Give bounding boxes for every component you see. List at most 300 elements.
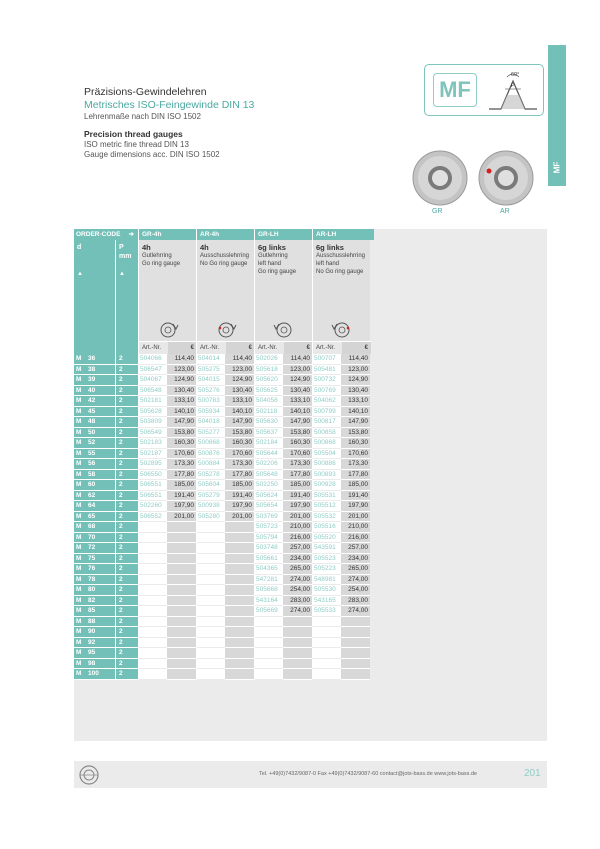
cell-m: M — [76, 397, 82, 404]
cell-art-nr — [196, 543, 225, 554]
cell-price: 257,00 — [341, 543, 370, 554]
table-row — [74, 491, 374, 502]
cell-art-nr: 502895 — [138, 459, 167, 470]
cell-d — [74, 365, 116, 376]
cell-price: 274,00 — [341, 575, 370, 586]
cell-price: 130,40 — [167, 386, 196, 397]
cell-d-value: 70 — [88, 533, 96, 541]
cell-d — [74, 543, 116, 554]
cell-d — [74, 396, 116, 407]
cell-d — [74, 449, 116, 460]
cell-art-nr: 500769 — [312, 386, 341, 397]
cell-price: 216,00 — [341, 533, 370, 544]
cell-p: 2 — [116, 585, 138, 596]
cell-art-nr: 543165 — [312, 596, 341, 607]
cell-price: 170,60 — [283, 449, 312, 460]
col-d-label: d — [77, 244, 82, 251]
group-code-ar-4h: AR-4h — [196, 229, 254, 240]
cell-d-value: 95 — [88, 649, 96, 656]
cell-price: 140,10 — [167, 407, 196, 418]
cell-art-nr — [312, 627, 341, 638]
cell-price: 147,90 — [341, 417, 370, 428]
cell-price — [167, 648, 196, 659]
cell-price: 177,80 — [283, 470, 312, 481]
cell-price: 130,40 — [283, 386, 312, 397]
cell-art-nr — [196, 596, 225, 607]
cell-d — [74, 459, 116, 470]
cell-d-value: 90 — [88, 628, 96, 635]
cell-p: 2 — [116, 407, 138, 418]
cell-price: 140,10 — [341, 407, 370, 418]
cell-price — [225, 606, 254, 617]
group-desc-ar-lh — [312, 240, 370, 354]
group-desc-ar-4h — [196, 240, 254, 354]
cell-art-nr: 502206 — [254, 459, 283, 470]
cell-art-nr: 506552 — [138, 512, 167, 523]
cell-art-nr: 505723 — [254, 522, 283, 533]
cell-price: 133,10 — [225, 396, 254, 407]
cell-m: M — [76, 439, 82, 446]
cell-art-nr — [254, 638, 283, 649]
cell-art-nr: 500884 — [196, 459, 225, 470]
cell-art-nr: 504015 — [196, 375, 225, 386]
cell-art-nr — [138, 564, 167, 575]
cell-m: M — [76, 512, 82, 520]
cell-price: 201,00 — [341, 512, 370, 523]
cell-art-nr — [196, 606, 225, 617]
cell-price — [225, 564, 254, 575]
desc-line: Go ring gauge — [258, 269, 297, 275]
cell-price — [225, 659, 254, 670]
cell-p: 2 — [116, 596, 138, 607]
table-row — [74, 386, 374, 397]
cell-m: M — [76, 407, 82, 415]
cell-p: 2 — [116, 470, 138, 481]
cell-art-nr: 506551 — [138, 480, 167, 491]
cell-d — [74, 585, 116, 596]
table-row — [74, 512, 374, 523]
cell-price — [225, 669, 254, 680]
cell-price: 234,00 — [283, 554, 312, 565]
cell-m: M — [76, 449, 82, 457]
cell-price: 185,00 — [341, 480, 370, 491]
order-code-label: ORDER-CODE — [76, 231, 121, 238]
cell-price: 170,60 — [167, 449, 196, 460]
cell-m: M — [76, 638, 82, 646]
cell-art-nr: 504014 — [196, 354, 225, 365]
order-code-row — [74, 229, 374, 240]
cell-price — [167, 533, 196, 544]
pitch-label: P — [511, 83, 515, 89]
cell-m: M — [76, 428, 82, 436]
cell-art-nr: 502183 — [138, 438, 167, 449]
table-body — [74, 354, 374, 680]
cell-m: M — [76, 376, 82, 383]
cell-art-nr: 505276 — [196, 386, 225, 397]
table-row — [74, 638, 374, 649]
euro-label: € — [226, 342, 255, 354]
cell-price: 140,10 — [283, 407, 312, 418]
cell-price: 173,30 — [341, 459, 370, 470]
cell-m: M — [76, 523, 82, 530]
cell-art-nr — [196, 627, 225, 638]
cell-price: 140,10 — [225, 407, 254, 418]
cell-art-nr — [196, 638, 225, 649]
cell-price: 123,00 — [225, 365, 254, 376]
cell-price: 201,00 — [167, 512, 196, 523]
col-p-header — [116, 240, 138, 354]
cell-art-nr — [196, 564, 225, 575]
cell-price — [167, 585, 196, 596]
cell-p: 2 — [116, 617, 138, 628]
cell-art-nr: 502181 — [138, 396, 167, 407]
tolerance-label: 4h — [142, 243, 151, 252]
cell-price — [225, 585, 254, 596]
cell-price: 197,90 — [225, 501, 254, 512]
cell-d-value: 42 — [88, 397, 96, 404]
note-de: Lehrenmaße nach DIN ISO 1502 — [84, 112, 201, 121]
cell-price: 153,80 — [341, 428, 370, 439]
no-go-clockwise-icon — [214, 320, 238, 340]
cell-art-nr: 500783 — [196, 396, 225, 407]
subtitle-en: ISO metric fine thread DIN 13 — [84, 140, 189, 149]
cell-art-nr — [138, 617, 167, 628]
cell-price: 160,30 — [341, 438, 370, 449]
go-ring-gauge-image — [409, 147, 471, 209]
desc-line: Ausschusslehrring — [316, 253, 366, 259]
group-code-ar-lh: AR-LH — [312, 229, 370, 240]
cell-d-value: 48 — [88, 418, 96, 425]
cell-art-nr: 505481 — [312, 365, 341, 376]
cell-d-value: 36 — [88, 355, 96, 362]
cell-m: M — [76, 575, 82, 583]
cell-price: 173,30 — [283, 459, 312, 470]
cell-art-nr — [254, 648, 283, 659]
table-row — [74, 543, 374, 554]
cell-price: 130,40 — [341, 386, 370, 397]
description-block — [74, 240, 374, 354]
table-row — [74, 606, 374, 617]
cell-art-nr: 504018 — [196, 417, 225, 428]
cell-art-nr: 500876 — [196, 449, 225, 460]
cell-d-value: 58 — [88, 470, 96, 478]
cell-art-nr: 502184 — [254, 438, 283, 449]
cell-art-nr — [138, 596, 167, 607]
group-code-gr-lh: GR-LH — [254, 229, 312, 240]
cell-art-nr — [138, 669, 167, 680]
cell-d-value: 78 — [88, 575, 96, 583]
table-row — [74, 648, 374, 659]
cell-price — [225, 533, 254, 544]
arrow-right-icon: ➜ — [128, 231, 134, 238]
cell-art-nr: 500732 — [312, 375, 341, 386]
cell-art-nr: 505934 — [196, 407, 225, 418]
cell-art-nr: 505280 — [196, 512, 225, 523]
cell-art-nr: 505530 — [312, 585, 341, 596]
cell-price: 177,80 — [341, 470, 370, 481]
title-block — [84, 86, 384, 160]
cell-d-value: 52 — [88, 439, 96, 446]
cell-art-nr: 502118 — [254, 407, 283, 418]
cell-art-nr: 506548 — [138, 386, 167, 397]
cell-art-nr — [196, 617, 225, 628]
cell-art-nr — [138, 648, 167, 659]
cell-price: 147,90 — [167, 417, 196, 428]
cell-price: 210,00 — [341, 522, 370, 533]
cell-d-value: 40 — [88, 386, 96, 394]
cell-price: 124,90 — [341, 375, 370, 386]
cell-d — [74, 554, 116, 565]
cell-price: 114,40 — [341, 354, 370, 365]
thread-profile-icon — [487, 69, 539, 113]
cell-price: 124,90 — [283, 375, 312, 386]
cell-d-value: 38 — [88, 365, 96, 373]
table-row — [74, 659, 374, 670]
cell-price: 170,60 — [225, 449, 254, 460]
go-counterclockwise-icon — [272, 320, 296, 340]
table-row — [74, 522, 374, 533]
cell-d-value: 76 — [88, 565, 96, 572]
cell-art-nr: 506550 — [138, 470, 167, 481]
cell-p: 2 — [116, 522, 138, 533]
cell-art-nr: 505504 — [312, 449, 341, 460]
cell-m: M — [76, 533, 82, 541]
cell-art-nr — [254, 659, 283, 670]
cell-m: M — [76, 617, 82, 625]
cell-d-value: 68 — [88, 523, 96, 530]
cell-art-nr — [138, 533, 167, 544]
cell-art-nr: 503769 — [254, 512, 283, 523]
cell-p: 2 — [116, 533, 138, 544]
cell-price: 147,90 — [283, 417, 312, 428]
cell-art-nr: 505618 — [254, 365, 283, 376]
cell-art-nr: 500858 — [312, 428, 341, 439]
cell-art-nr: 505630 — [254, 417, 283, 428]
cell-art-nr: 506549 — [138, 428, 167, 439]
tolerance-label: 4h — [200, 243, 209, 252]
desc-line: Ausschusslehrring — [200, 253, 250, 259]
table-row — [74, 575, 374, 586]
cell-price: 197,90 — [341, 501, 370, 512]
table-row — [74, 596, 374, 607]
table-grid — [74, 229, 374, 680]
cell-d-value: 88 — [88, 617, 96, 625]
cell-art-nr — [312, 617, 341, 628]
cell-m: M — [76, 586, 82, 593]
cell-price: 274,00 — [283, 575, 312, 586]
cell-price: 265,00 — [341, 564, 370, 575]
table-row — [74, 354, 374, 365]
cell-price: 191,40 — [167, 491, 196, 502]
table-row — [74, 554, 374, 565]
cell-art-nr: 504365 — [254, 564, 283, 575]
cell-art-nr: 543591 — [312, 543, 341, 554]
euro-label: € — [284, 342, 313, 354]
cell-price — [283, 669, 312, 680]
cell-p: 2 — [116, 575, 138, 586]
cell-price — [167, 627, 196, 638]
desc-line: Go ring gauge — [142, 261, 181, 267]
cell-d — [74, 375, 116, 386]
cell-price — [225, 627, 254, 638]
cell-price — [283, 638, 312, 649]
cell-art-nr — [138, 554, 167, 565]
cell-price: 123,00 — [283, 365, 312, 376]
col-p-label: P — [119, 244, 124, 251]
cell-price — [225, 522, 254, 533]
cell-art-nr — [196, 522, 225, 533]
cell-p: 2 — [116, 638, 138, 649]
table-row — [74, 480, 374, 491]
cell-p: 2 — [116, 554, 138, 565]
cell-p: 2 — [116, 375, 138, 386]
cell-art-nr: 500868 — [312, 438, 341, 449]
sub-header — [197, 341, 255, 354]
cell-d — [74, 501, 116, 512]
cell-d-value: 98 — [88, 659, 96, 667]
footer — [74, 761, 547, 788]
cell-art-nr: 505628 — [138, 407, 167, 418]
table-row — [74, 396, 374, 407]
cell-m: M — [76, 670, 82, 677]
table-row — [74, 533, 374, 544]
cell-art-nr — [138, 522, 167, 533]
table-row — [74, 438, 374, 449]
cell-d-value: 50 — [88, 428, 96, 436]
cell-art-nr: 505532 — [312, 512, 341, 523]
col-d-header — [74, 240, 116, 354]
group-desc-gr-lh — [254, 240, 312, 354]
cell-d-value: 85 — [88, 607, 96, 614]
table-row — [74, 417, 374, 428]
cell-d — [74, 354, 116, 365]
table-row — [74, 428, 374, 439]
cell-d — [74, 386, 116, 397]
cell-d — [74, 596, 116, 607]
cell-m: M — [76, 544, 82, 551]
cell-p: 2 — [116, 396, 138, 407]
cell-price: 185,00 — [225, 480, 254, 491]
table-row — [74, 501, 374, 512]
cell-price: 147,90 — [225, 417, 254, 428]
cell-art-nr — [138, 627, 167, 638]
tolerance-label: 6g links — [258, 243, 286, 252]
cell-art-nr — [196, 585, 225, 596]
cell-art-nr: 504066 — [138, 354, 167, 365]
table-row — [74, 470, 374, 481]
table-row — [74, 459, 374, 470]
cell-price: 265,00 — [283, 564, 312, 575]
cell-price: 191,40 — [341, 491, 370, 502]
cell-art-nr — [138, 659, 167, 670]
cell-d-value: 64 — [88, 502, 96, 509]
cell-d — [74, 491, 116, 502]
cell-art-nr: 505277 — [196, 428, 225, 439]
cell-d — [74, 617, 116, 628]
cell-p: 2 — [116, 386, 138, 397]
cell-price — [341, 659, 370, 670]
cell-price: 254,00 — [283, 585, 312, 596]
cell-d — [74, 512, 116, 523]
cell-art-nr: 504067 — [138, 375, 167, 386]
cell-art-nr — [254, 617, 283, 628]
cell-art-nr: 505669 — [254, 606, 283, 617]
cell-d — [74, 522, 116, 533]
cell-m: M — [76, 470, 82, 478]
cell-p: 2 — [116, 491, 138, 502]
cell-price: 254,00 — [341, 585, 370, 596]
cell-price: 197,90 — [283, 501, 312, 512]
cell-price — [167, 543, 196, 554]
angle-label: 60° — [511, 72, 520, 78]
cell-price — [167, 669, 196, 680]
table-row — [74, 617, 374, 628]
cell-art-nr: 500938 — [196, 501, 225, 512]
cell-art-nr: 505531 — [312, 491, 341, 502]
cell-d-value: 92 — [88, 638, 96, 646]
cell-art-nr: 505533 — [312, 606, 341, 617]
cell-p: 2 — [116, 501, 138, 512]
group-code-gr-4h: GR-4h — [138, 229, 196, 240]
cell-m: M — [76, 481, 82, 488]
page-number: 201 — [524, 768, 541, 779]
cell-price: 123,00 — [341, 365, 370, 376]
art-nr-label: Art.-Nr. — [139, 342, 168, 354]
sub-header — [139, 341, 197, 354]
mf-badge-text: MF — [433, 73, 477, 107]
cell-d — [74, 407, 116, 418]
cell-art-nr — [312, 669, 341, 680]
cell-d-value: 65 — [88, 512, 96, 520]
order-code-cell — [74, 229, 138, 240]
cell-art-nr: 500799 — [312, 407, 341, 418]
cell-art-nr — [138, 606, 167, 617]
cell-art-nr — [254, 669, 283, 680]
table-row — [74, 407, 374, 418]
cell-d-value: 45 — [88, 407, 96, 415]
cell-art-nr: 505516 — [312, 522, 341, 533]
note-en: Gauge dimensions acc. DIN ISO 1502 — [84, 150, 220, 159]
cell-price: 160,30 — [167, 438, 196, 449]
cell-price — [341, 617, 370, 628]
cell-d — [74, 659, 116, 670]
cell-art-nr: 500893 — [312, 470, 341, 481]
desc-line: No Go ring gauge — [200, 261, 248, 267]
desc-line: Gutlehrring — [258, 253, 288, 259]
cell-art-nr: 505512 — [312, 501, 341, 512]
cell-price: 133,10 — [283, 396, 312, 407]
cell-price — [225, 543, 254, 554]
cell-p: 2 — [116, 354, 138, 365]
cell-art-nr: 500886 — [312, 459, 341, 470]
cell-price — [167, 638, 196, 649]
cell-art-nr: 506551 — [138, 491, 167, 502]
cell-art-nr: 505637 — [254, 428, 283, 439]
cell-price: 153,80 — [283, 428, 312, 439]
cell-p: 2 — [116, 459, 138, 470]
cell-price: 123,00 — [167, 365, 196, 376]
art-nr-label: Art.-Nr. — [313, 342, 342, 354]
cell-art-nr: 505279 — [196, 491, 225, 502]
group-desc-gr-4h — [138, 240, 196, 354]
cell-p: 2 — [116, 417, 138, 428]
cell-art-nr — [196, 554, 225, 565]
cell-price — [167, 554, 196, 565]
cell-d — [74, 638, 116, 649]
cell-art-nr: 505794 — [254, 533, 283, 544]
cell-art-nr: 505275 — [196, 365, 225, 376]
cell-art-nr: 500928 — [312, 480, 341, 491]
